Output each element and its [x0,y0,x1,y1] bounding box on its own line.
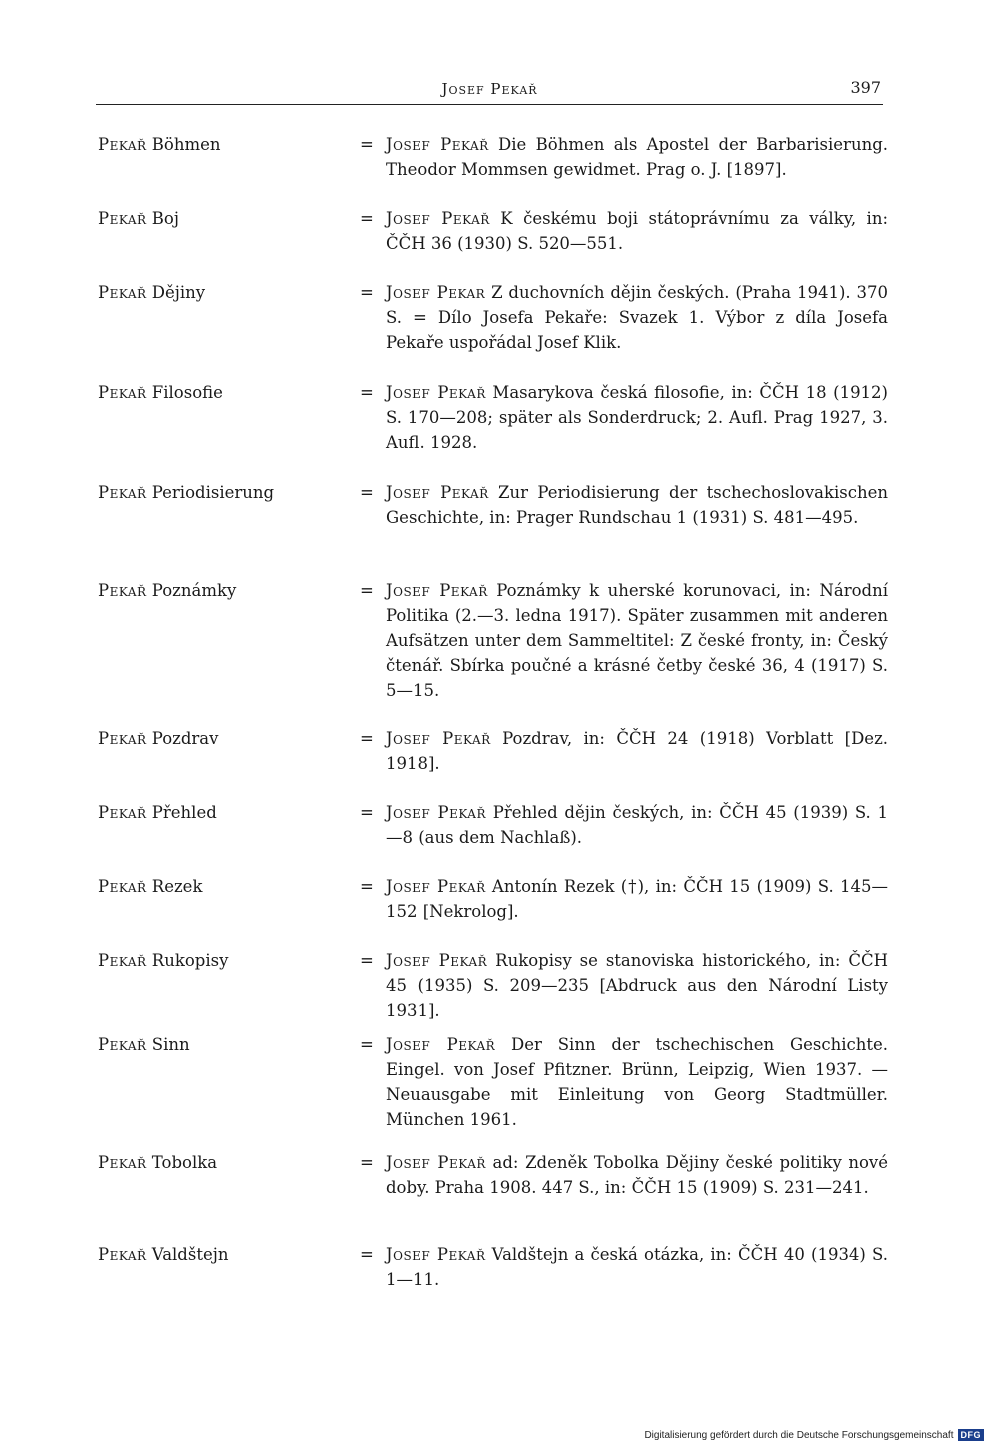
entry-description [386,578,888,703]
entry-description [386,800,888,850]
desc-text: Z duchovních dějin českých. (Praha 1941). 370 S. = Dílo Josefa Pekaře: Svazek 1. Výbor z díla Josefa Pekaře uspořádal Josef Klik. [386,283,888,352]
abbr-author: Pekař [98,483,147,502]
entry-abbreviation [98,1242,360,1267]
bibliography-entry [98,726,888,800]
entry-abbreviation [98,874,360,899]
entry-description [386,380,888,455]
abbr-author: Pekař [98,209,147,228]
abbr-author: Pekař [98,135,147,154]
entry-abbreviation [98,1150,360,1175]
equals-sign: = [360,483,374,502]
abbr-key: Poznámky [151,581,237,600]
entry-abbreviation [98,948,360,973]
entry-abbreviation [98,1032,360,1057]
bibliography-entry [98,1150,888,1242]
desc-text: Poznámky k uherské korunovaci, in: Národní Politika (2.—3. ledna 1917). Später zusammen mit anderen Aufsätzen unter dem Sammeltitel: Z české fronty, in: Český čtenář. Sbírka poučné a krásné četby české 36, 4 (1917) S. 5—15. [386,581,888,700]
entry-abbreviation [98,726,360,751]
entry-description [386,948,888,1023]
desc-author: Josef Pekař [386,1035,496,1054]
abbr-key: Rezek [151,877,203,896]
desc-text: Der Sinn der tschechischen Geschichte. Eingel. von Josef Pfitzner. Brünn, Leipzig, Wien 1937. — Neuausgabe mit Einleitung von Georg Stadtmüller. München 1961. [386,1035,889,1129]
equals-sign: = [360,729,374,748]
entry-abbreviation [98,800,360,825]
equals-sign: = [360,581,374,600]
desc-author: Josef Pekař [386,209,490,228]
running-title: Josef Pekař [441,80,538,98]
abbr-key: Pozdrav [151,729,219,748]
desc-text: Rukopisy se stanoviska historického, in: ČČH 45 (1935) S. 209—235 [Abdruck aus den Národní Listy 1931]. [386,951,889,1020]
abbr-author: Pekař [98,877,147,896]
page-number: 397 [850,78,881,97]
abbr-author: Pekař [98,383,147,402]
entry-abbreviation [98,480,360,505]
abbr-key: Sinn [151,1035,190,1054]
equals-sign: = [360,383,374,402]
abbr-key: Dějiny [151,283,206,302]
bibliography-entry [98,948,888,1032]
entry-abbreviation [98,132,360,157]
bibliography-entry [98,1242,888,1302]
equals-sign: = [360,877,374,896]
entry-description [386,1150,888,1200]
desc-text: Masarykova česká filosofie, in: ČČH 18 (1912) S. 170—208; später als Sonderdruck; 2. Aufl. Prag 1927, 3. Aufl. 1928. [386,383,888,452]
abbr-key: Rukopisy [151,951,229,970]
entry-abbreviation [98,280,360,305]
desc-text: Die Böhmen als Apostel der Barbarisierung. Theodor Mommsen gewidmet. Prag o. J. [1897]. [386,135,888,179]
running-head [96,78,883,105]
desc-text: K českému boji státoprávnímu za války, in: ČČH 36 (1930) S. 520—551. [386,209,889,253]
desc-author: Josef Pekař [386,1153,486,1172]
entry-description [386,206,888,256]
footer-text: Digitalisierung gefördert durch die Deutsche Forschungsgemeinschaft [644,1429,954,1441]
dfg-logo: DFG [958,1429,985,1441]
bibliography-list [98,132,888,1302]
entry-abbreviation [98,380,360,405]
abbr-key: Periodisierung [151,483,275,502]
desc-text: Valdštejn a česká otázka, in: ČČH 40 (1934) S. 1—11. [386,1245,889,1289]
abbr-key: Přehled [151,803,217,822]
bibliography-entry [98,800,888,874]
equals-sign: = [360,951,374,970]
desc-author: Josef Pekař [386,803,487,822]
desc-author: Josef Pekař [386,483,489,502]
entry-abbreviation [98,578,360,603]
abbr-author: Pekař [98,581,147,600]
desc-author: Josef Pekar [386,283,486,302]
entry-description [386,480,888,530]
abbr-author: Pekař [98,1245,147,1264]
equals-sign: = [360,135,374,154]
bibliography-entry [98,280,888,380]
abbr-author: Pekař [98,1035,147,1054]
equals-sign: = [360,1153,374,1172]
digitization-footer [644,1429,984,1441]
entry-description [386,874,888,924]
entry-abbreviation [98,206,360,231]
equals-sign: = [360,209,374,228]
desc-text: Přehled dějin českých, in: ČČH 45 (1939) S. 1—8 (aus dem Nachlaß). [386,803,888,847]
equals-sign: = [360,283,374,302]
entry-description [386,1032,888,1132]
abbr-author: Pekař [98,283,147,302]
abbr-author: Pekař [98,803,147,822]
abbr-key: Filosofie [151,383,223,402]
bibliography-entry [98,1032,888,1150]
abbr-author: Pekař [98,1153,147,1172]
desc-author: Josef Pekař [386,135,489,154]
entry-description [386,1242,888,1292]
equals-sign: = [360,1245,374,1264]
desc-author: Josef Pekař [386,729,491,748]
bibliography-entry [98,380,888,480]
desc-author: Josef Pekař [386,877,486,896]
desc-author: Josef Pekař [386,581,488,600]
abbr-key: Valdštejn [151,1245,229,1264]
bibliography-entry [98,578,888,726]
abbr-key: Böhmen [151,135,221,154]
bibliography-entry [98,480,888,578]
desc-text: Pozdrav, in: ČČH 24 (1918) Vorblatt [Dez. 1918]. [386,729,889,773]
abbr-author: Pekař [98,951,147,970]
bibliography-entry [98,206,888,280]
equals-sign: = [360,803,374,822]
bibliography-entry [98,874,888,948]
entry-description [386,726,888,776]
entry-description [386,132,888,182]
abbr-author: Pekař [98,729,147,748]
desc-text: Zur Periodisierung der tschechoslovakischen Geschichte, in: Prager Rundschau 1 (1931) S. 481—495. [386,483,888,527]
desc-author: Josef Pekař [386,1245,486,1264]
desc-text: ad: Zdeněk Tobolka Dějiny české politiky nové doby. Praha 1908. 447 S., in: ČČH 15 (1909) S. 231—241. [386,1153,889,1197]
desc-text: Antonín Rezek (†), in: ČČH 15 (1909) S. 145—152 [Nekrolog]. [386,877,889,921]
abbr-key: Tobolka [151,1153,218,1172]
equals-sign: = [360,1035,374,1054]
abbr-key: Boj [151,209,179,228]
desc-author: Josef Pekař [386,951,488,970]
entry-description [386,280,888,355]
desc-author: Josef Pekař [386,383,486,402]
bibliography-entry [98,132,888,206]
